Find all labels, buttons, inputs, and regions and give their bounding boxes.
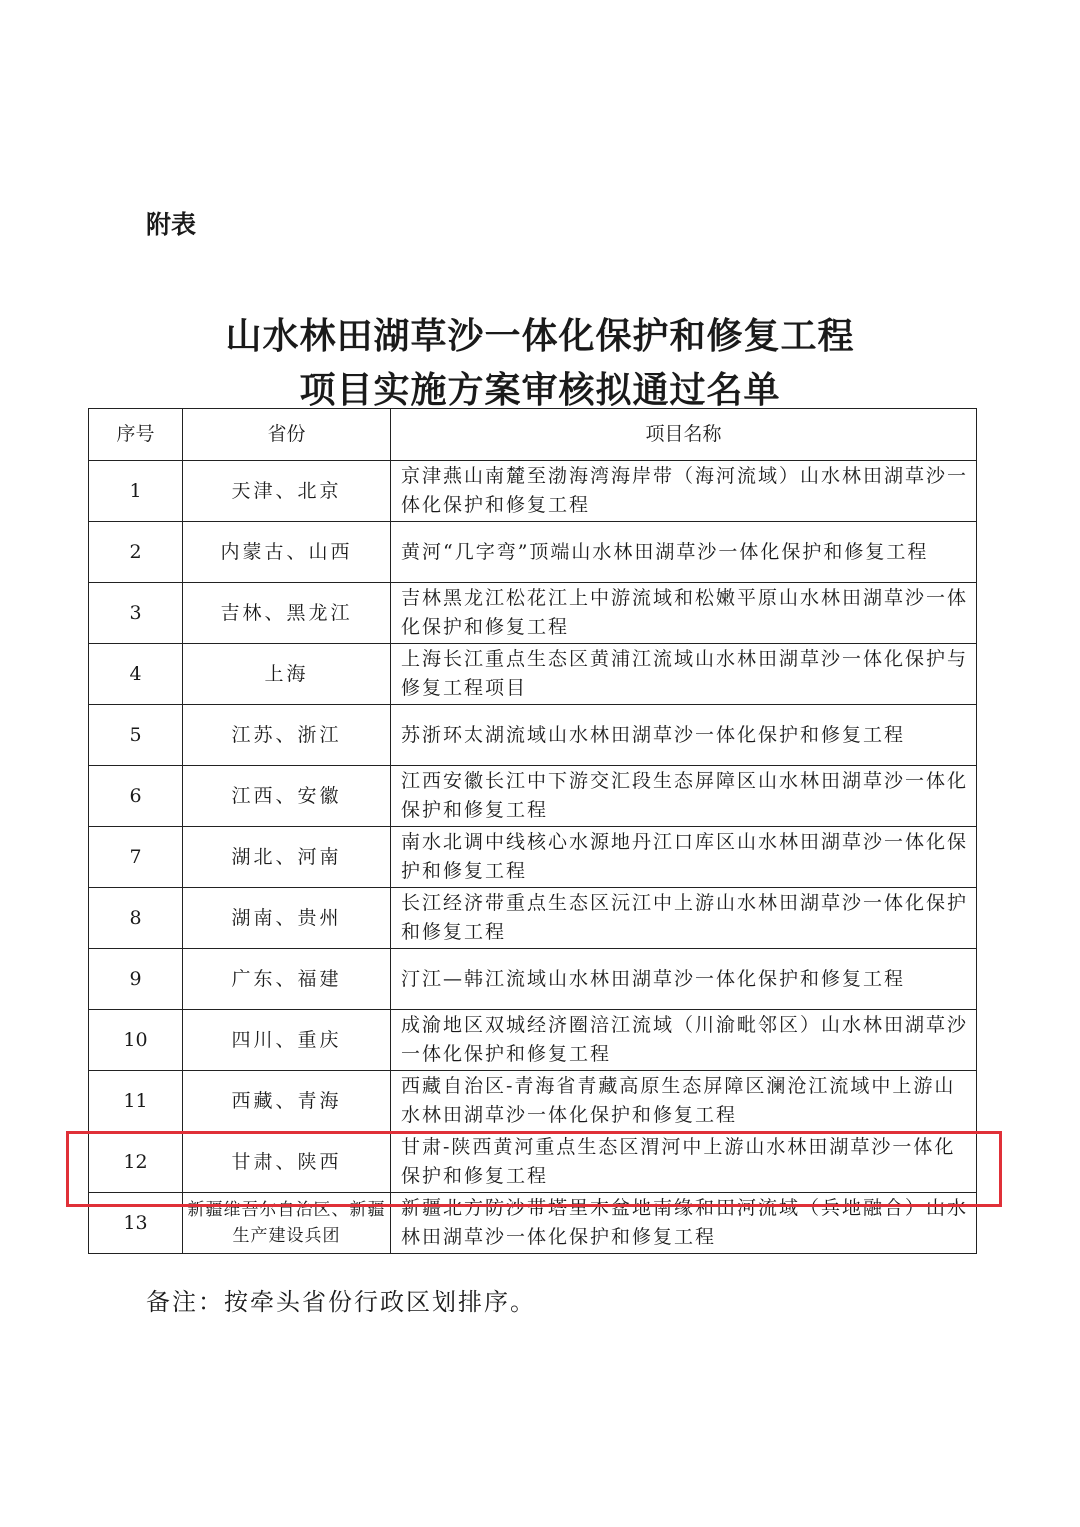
annex-label: 附表 — [146, 210, 197, 239]
row-province: 四川、重庆 — [183, 1010, 391, 1071]
row-seq: 7 — [89, 827, 183, 888]
row-seq: 5 — [89, 705, 183, 766]
row-seq: 12 — [89, 1132, 183, 1193]
table-row — [89, 461, 977, 522]
table-row — [89, 644, 977, 705]
table-row — [89, 705, 977, 766]
row-project-name: 甘肃-陕西黄河重点生态区渭河中上游山水林田湖草沙一体化保护和修复工程 — [391, 1132, 977, 1193]
row-seq: 13 — [89, 1193, 183, 1254]
row-project-name: 汀江—韩江流域山水林田湖草沙一体化保护和修复工程 — [391, 949, 977, 1010]
project-list-table — [88, 408, 977, 1254]
table-row — [89, 888, 977, 949]
row-project-name: 上海长江重点生态区黄浦江流域山水林田湖草沙一体化保护与修复工程项目 — [391, 644, 977, 705]
row-project-name: 江西安徽长江中下游交汇段生态屏障区山水林田湖草沙一体化保护和修复工程 — [391, 766, 977, 827]
table-row — [89, 522, 977, 583]
row-province: 江苏、浙江 — [183, 705, 391, 766]
row-project-name: 长江经济带重点生态区沅江中上游山水林田湖草沙一体化保护和修复工程 — [391, 888, 977, 949]
row-province: 天津、北京 — [183, 461, 391, 522]
row-project-name: 成渝地区双城经济圈涪江流域（川渝毗邻区）山水林田湖草沙一体化保护和修复工程 — [391, 1010, 977, 1071]
row-project-name: 京津燕山南麓至渤海湾海岸带（海河流域）山水林田湖草沙一体化保护和修复工程 — [391, 461, 977, 522]
table-row — [89, 1010, 977, 1071]
highlight-box — [66, 1131, 1002, 1207]
row-seq: 11 — [89, 1071, 183, 1132]
table-header-row — [89, 409, 977, 461]
row-province: 新疆维吾尔自治区、新疆生产建设兵团 — [183, 1193, 391, 1254]
document-title-line2: 项目实施方案审核拟通过名单 — [299, 369, 781, 411]
row-seq: 2 — [89, 522, 183, 583]
row-project-name: 黄河“几字弯”顶端山水林田湖草沙一体化保护和修复工程 — [391, 522, 977, 583]
row-project-name: 吉林黑龙江松花江上中游流域和松嫩平原山水林田湖草沙一体化保护和修复工程 — [391, 583, 977, 644]
row-province: 内蒙古、山西 — [183, 522, 391, 583]
row-project-name: 新疆北方防沙带塔里木盆地南缘和田河流域（兵地融合）山水林田湖草沙一体化保护和修复工程 — [391, 1193, 977, 1254]
row-seq: 4 — [89, 644, 183, 705]
row-seq: 6 — [89, 766, 183, 827]
table-row — [89, 827, 977, 888]
row-seq: 9 — [89, 949, 183, 1010]
footnote: 备注：按牵头省份行政区划排序。 — [146, 1288, 536, 1316]
row-province: 广东、福建 — [183, 949, 391, 1010]
row-seq: 3 — [89, 583, 183, 644]
row-province: 吉林、黑龙江 — [183, 583, 391, 644]
row-seq: 8 — [89, 888, 183, 949]
row-province: 江西、安徽 — [183, 766, 391, 827]
row-seq: 10 — [89, 1010, 183, 1071]
table-row — [89, 1071, 977, 1132]
row-province: 湖南、贵州 — [183, 888, 391, 949]
header-project-name: 项目名称 — [391, 409, 977, 461]
row-project-name: 西藏自治区-青海省青藏高原生态屏障区澜沧江流域中上游山水林田湖草沙一体化保护和修复工程 — [391, 1071, 977, 1132]
row-seq: 1 — [89, 461, 183, 522]
row-province: 西藏、青海 — [183, 1071, 391, 1132]
document-title-line1: 山水林田湖草沙一体化保护和修复工程 — [225, 315, 855, 357]
row-province: 甘肃、陕西 — [183, 1132, 391, 1193]
row-project-name: 南水北调中线核心水源地丹江口库区山水林田湖草沙一体化保护和修复工程 — [391, 827, 977, 888]
table-row — [89, 766, 977, 827]
header-seq: 序号 — [89, 409, 183, 461]
table-row — [89, 583, 977, 644]
row-province: 湖北、河南 — [183, 827, 391, 888]
header-province: 省份 — [183, 409, 391, 461]
row-province: 上海 — [183, 644, 391, 705]
table-row — [89, 949, 977, 1010]
row-project-name: 苏浙环太湖流域山水林田湖草沙一体化保护和修复工程 — [391, 705, 977, 766]
